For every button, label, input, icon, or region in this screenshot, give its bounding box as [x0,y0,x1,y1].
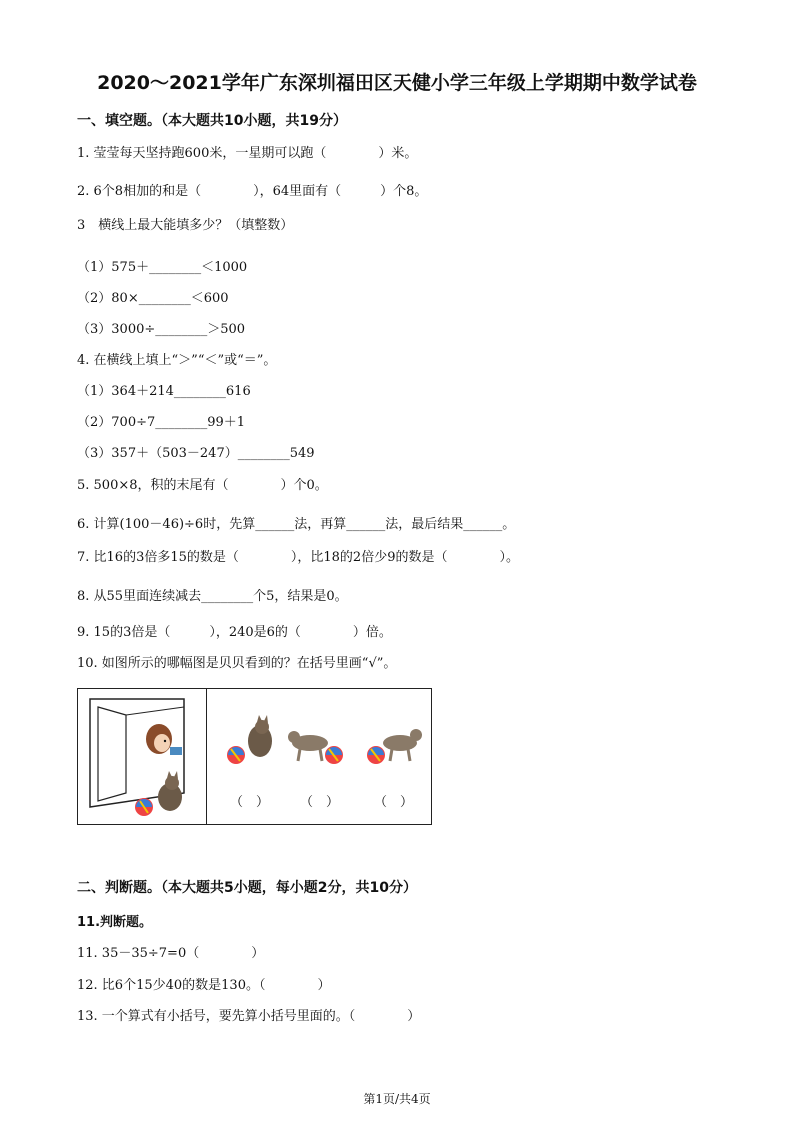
option-2-answer-blank[interactable]: （ ） [300,795,340,810]
question-3-2: （2）80×________＜600 [77,291,229,306]
section-2-heading: 二、判断题。（本大题共5小题，每小题2分，共10分） [77,880,417,896]
question-2: 2. 6个8相加的和是（ ），64里面有（ ）个8。 [77,184,428,199]
section-2-subheading: 11.判断题。 [77,915,153,930]
option-3-cat-ball-icon [367,729,422,764]
question-13: 13. 一个算式有小括号，要先算小括号里面的。（ ） [77,1009,421,1024]
question-3-3: （3）3000÷________＞500 [77,322,246,337]
question-8: 8. 从55里面连续减去________个5，结果是0。 [77,589,348,604]
page-footer: 第1页/共4页 [363,1092,431,1106]
question-7: 7. 比16的3倍多15的数是（ ），比18的2倍少9的数是（ ）。 [77,550,519,565]
question-10: 10. 如图所示的哪幅图是贝贝看到的？在括号里画“√”。 [77,656,397,671]
question-10-figure [77,688,432,825]
cat-with-ball-icon [135,771,182,816]
option-1-answer-blank[interactable]: （ ） [230,795,270,810]
option-1-cat-ball-icon [227,715,272,764]
question-1: 1. 莹莹每天坚持跑600米，一星期可以跑（ ）米。 [77,146,418,161]
question-4: 4. 在横线上填上“＞”“＜”或“＝”。 [77,353,277,368]
option-3-answer-blank[interactable]: （ ） [374,795,414,810]
question-9: 9. 15的3倍是（ ），240是6的（ ）倍。 [77,625,392,640]
question-3: 3 横线上最大能填多少？（填整数） [77,218,294,233]
question-3-1: （1）575＋________＜1000 [77,260,248,275]
question-4-2: （2）700÷7________99＋1 [77,415,246,430]
question-4-3: （3）357＋（503－247）________549 [77,446,315,461]
question-12: 12. 比6个15少40的数是130。（ ） [77,978,331,993]
question-5: 5. 500×8，积的末尾有（ ）个0。 [77,478,328,493]
question-11: 11. 35－35÷7=0（ ） [77,946,265,961]
girl-icon [146,724,182,755]
page-title: 2020～2021学年广东深圳福田区天健小学三年级上学期期中数学试卷 [97,72,697,94]
question-4-1: （1）364＋214________616 [77,384,251,399]
question-6: 6. 计算(100－46)÷6时，先算______法，再算______法，最后结果______。 [77,517,516,532]
section-1-heading: 一、填空题。（本大题共10小题，共19分） [77,113,347,129]
option-2-cat-ball-icon [288,731,343,764]
